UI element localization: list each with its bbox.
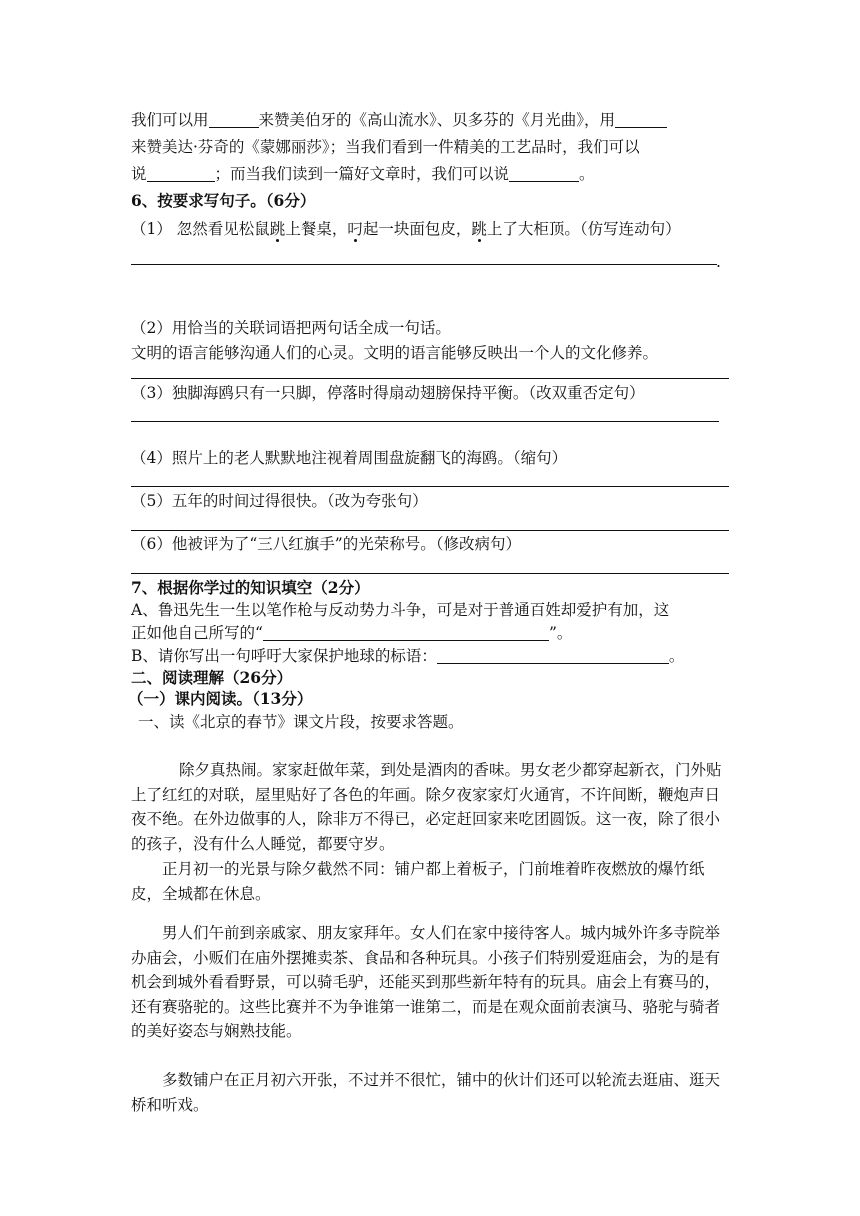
q6-sentence-5: （5）五年的时间过得很快。（改为夸张句） (131, 492, 428, 510)
passage-paragraph-3 (131, 921, 729, 1044)
q5-text: 说 (131, 165, 147, 183)
q5-text: 我们可以用 (131, 111, 209, 129)
end-period: . (716, 253, 721, 271)
q7-a-line-2 (131, 622, 731, 644)
subsection-title: （一）课内阅读。（13分） (128, 689, 313, 708)
q6-text: 上了大柜顶。（仿写连动句） (486, 220, 681, 238)
answer-blank[interactable] (263, 624, 549, 641)
q6-text: （1） 忽然看见松鼠 (131, 220, 270, 238)
passage-paragraph-1 (131, 758, 729, 856)
answer-line-2[interactable] (131, 378, 729, 379)
q6-sentence-2-text: 文明的语言能够沟通人们的心灵。文明的语言能够反映出一个人的文化修养。 (131, 344, 659, 362)
answer-blank[interactable] (437, 647, 669, 664)
answer-blank[interactable] (147, 165, 215, 182)
reading-instruction: 一、读《北京的春节》课文片段，按要求答题。 (138, 713, 464, 731)
q6-sentence-4: （4）照片上的老人默默地注视着周围盘旋翻飞的海鸥。（缩句） (131, 449, 568, 467)
q6-sentence-1 (131, 218, 731, 240)
answer-blank[interactable] (209, 111, 259, 128)
q7-title: 7、根据你学过的知识填空（2分） (131, 578, 370, 597)
q6-title: 6、按要求写句子。（6分） (131, 191, 316, 210)
answer-line-4[interactable] (131, 486, 729, 487)
q5-line-2 (131, 136, 731, 158)
q6-text: 上餐桌， (285, 220, 348, 238)
q5-text: ；而当我们读到一篇好文章时，我们可以说 (214, 165, 510, 183)
q6-text: 起一块面包皮， (362, 220, 472, 238)
answer-line-6[interactable] (131, 573, 729, 574)
q5-text: 来赞美达·芬奇的《蒙娜丽莎》；当我们看到一件精美的工艺品时，我们可以 (131, 138, 640, 156)
passage-paragraph-4 (131, 1068, 729, 1117)
q5-text: 。 (579, 165, 595, 183)
passage-paragraph-2 (131, 857, 729, 906)
answer-line-3[interactable] (131, 421, 719, 422)
q5-line-3 (131, 163, 731, 185)
paragraph-text: 男人们午前到亲戚家、朋友家拜年。女人们在家中接待客人。城内城外许多寺院举办庙会，小贩们在庙外摆摊卖茶、食品和各种玩具。小孩子们特别爱逛庙会，为的是有机会到城外看看野景，可以骑毛驴，还能买到那些新年特有的玩具。庙会上有赛马的，还有赛骆驼的。这些比赛并不为争谁第一谁第二，而是在观众面前表演马、骆驼与骑者的美好姿态与娴熟技能。 (131, 924, 721, 1040)
q7-text: B、请你写出一句呼吁大家保护地球的标语： (131, 647, 437, 665)
paragraph-text: 多数铺户在正月初六开张，不过并不很忙，铺中的伙计们还可以轮流去逛庙、逛天桥和听戏。 (131, 1071, 721, 1114)
q6-sentence-3: （3）独脚海鸥只有一只脚，停落时得扇动翅膀保持平衡。（改双重否定句） (131, 384, 645, 402)
section-reading-title: 二、阅读理解（26分） (131, 668, 293, 687)
q5-text: 来赞美伯牙的《高山流水》、贝多芬的《月光曲》，用 (258, 111, 616, 129)
emphasis-word: 跳 (471, 220, 487, 238)
q6-sentence-6: （6）他被评为了“三八红旗手”的光荣称号。（修改病句） (131, 535, 521, 553)
paragraph-text: 正月初一的光景与除夕截然不同：铺户都上着板子，门前堆着昨夜燃放的爆竹纸皮，全城都在休息。 (131, 860, 705, 903)
q5-line-1 (131, 109, 731, 131)
q7-text: 正如他自己所写的“ (131, 624, 263, 642)
answer-line-5[interactable] (131, 530, 729, 531)
q7-text: 。 (668, 647, 685, 665)
answer-line-1[interactable] (131, 264, 717, 265)
emphasis-word: 叼 (347, 220, 363, 238)
q7-text: ”。 (548, 624, 573, 642)
q7-a-line-1: A、鲁迅先生一生以笔作枪与反动势力斗争，可是对于普通百姓却爱护有加，这 (131, 601, 670, 619)
q7-b-line (131, 645, 731, 667)
answer-blank[interactable] (615, 111, 667, 128)
emphasis-word: 跳 (269, 220, 286, 238)
answer-blank[interactable] (509, 165, 579, 182)
q6-sentence-2: （2）用恰当的关联词语把两句话全成一句话。 (131, 319, 451, 337)
paragraph-text: 除夕真热闹。家家赶做年菜，到处是酒肉的香味。男女老少都穿起新衣，门外贴上了红红的对联，屋里贴好了各色的年画。除夕夜家家灯火通宵，不许间断，鞭炮声日夜不绝。在外边做事的人，除非万不得已，必定赶回家来吃团圆饭。这一夜，除了很小的孩子，没有什么人睡觉，都要守岁。 (131, 761, 722, 853)
